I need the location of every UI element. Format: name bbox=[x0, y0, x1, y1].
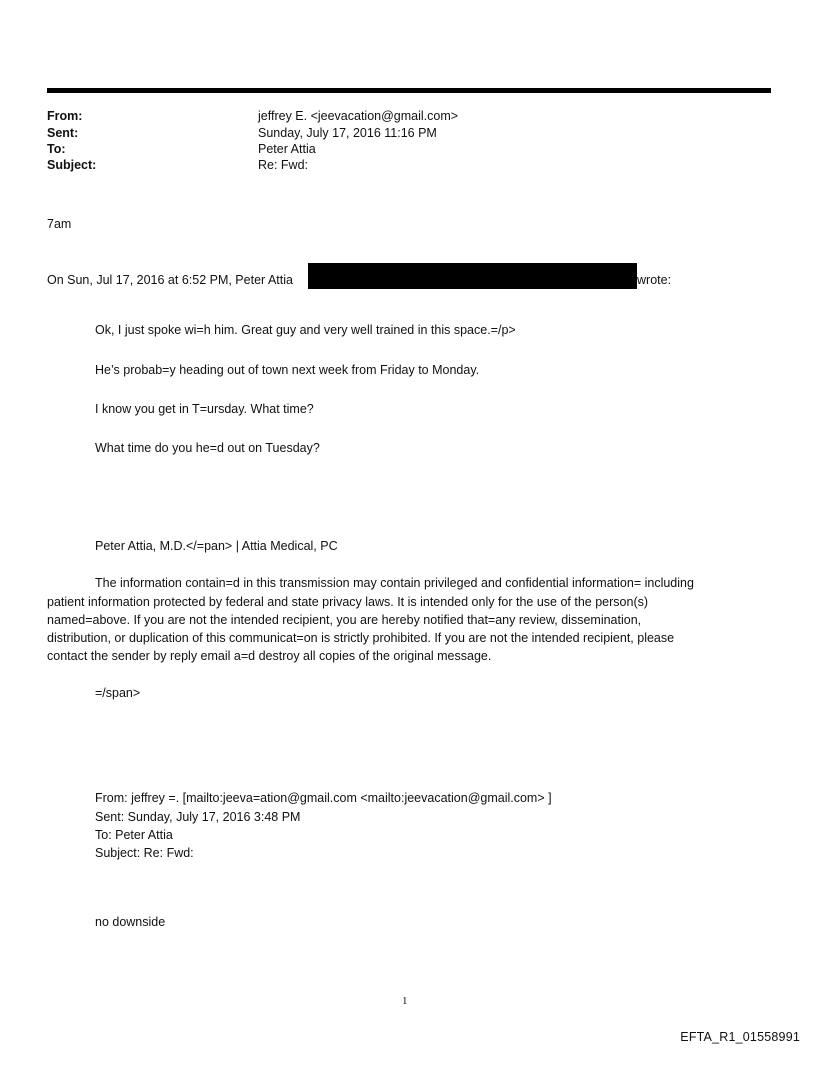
to-label: To: bbox=[47, 142, 66, 156]
quoted-line: Ok, I just spoke wi=h him. Great guy and very well trained in this space.=/p> bbox=[95, 323, 516, 337]
quote-intro-wrote: wrote: bbox=[637, 273, 672, 287]
disclaimer-line: patient information protected by federal and state privacy laws. It is intended only for the use of the person(s) bbox=[47, 595, 649, 609]
to-value: Peter Attia bbox=[258, 142, 316, 156]
document-id: EFTA_R1_01558991 bbox=[680, 1030, 800, 1044]
disclaimer-line: The information contain=d in this transmission may contain privileged and confidential information= including bbox=[95, 576, 694, 590]
reply-text: 7am bbox=[47, 217, 72, 231]
forwarded-from: From: jeffrey =. [mailto:jeeva=ation@gmail.com <mailto:jeevacation@gmail.com> ] bbox=[95, 791, 552, 805]
page-number: 1 bbox=[402, 995, 408, 1007]
disclaimer-line: named=above. If you are not the intended recipient, you are hereby notified that=any review, dissemination, bbox=[47, 613, 642, 627]
quoted-line: He’s probab=y heading out of town next week from Friday to Monday. bbox=[95, 363, 480, 377]
forwarded-body: no downside bbox=[95, 915, 166, 929]
sent-value: Sunday, July 17, 2016 11:16 PM bbox=[258, 126, 437, 140]
quoted-line: What time do you he=d out on Tuesday? bbox=[95, 441, 320, 455]
disclaimer-line: distribution, or duplication of this communicat=on is strictly prohibited. If you are not the intended recipient, please bbox=[47, 631, 675, 645]
subject-value: Re: Fwd: bbox=[258, 158, 309, 172]
signature: Peter Attia, M.D.</=pan> | Attia Medical, PC bbox=[95, 539, 338, 553]
forwarded-sent: Sent: Sunday, July 17, 2016 3:48 PM bbox=[95, 810, 301, 824]
from-label: From: bbox=[47, 109, 83, 123]
subject-label: Subject: bbox=[47, 158, 97, 172]
forwarded-subject: Subject: Re: Fwd: bbox=[95, 846, 194, 860]
disclaimer-line: contact the sender by reply email a=d destroy all copies of the original message. bbox=[47, 649, 492, 663]
redaction-box bbox=[308, 263, 637, 289]
quoted-line: I know you get in T=ursday. What time? bbox=[95, 402, 314, 416]
sent-label: Sent: bbox=[47, 126, 79, 140]
span-close-text: =/span> bbox=[95, 686, 141, 700]
header-rule bbox=[47, 88, 771, 93]
quote-intro: On Sun, Jul 17, 2016 at 6:52 PM, Peter Attia bbox=[47, 273, 293, 287]
from-value: jeffrey E. <jeevacation@gmail.com> bbox=[258, 109, 459, 123]
forwarded-to: To: Peter Attia bbox=[95, 828, 173, 842]
